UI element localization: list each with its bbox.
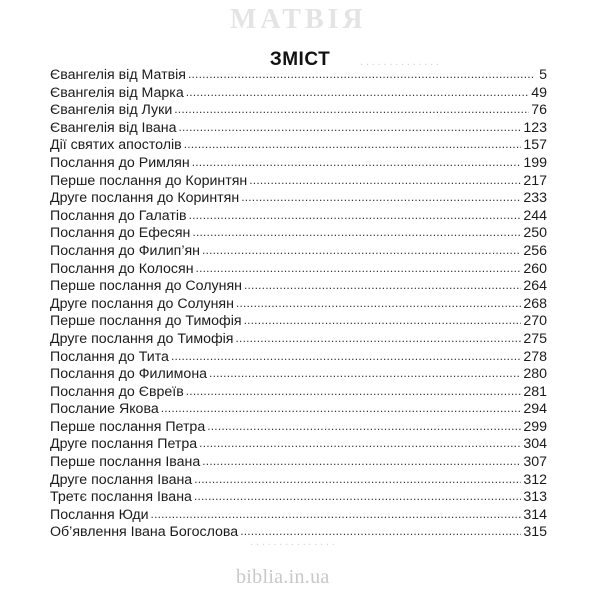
- dot-leader: [184, 136, 522, 154]
- toc-entry-page: 76: [531, 102, 547, 119]
- toc-entry: [50, 454, 547, 472]
- toc-entry-page: 264: [523, 278, 547, 295]
- toc-entry: [50, 419, 547, 437]
- toc-entry-page: 244: [523, 207, 547, 224]
- toc-entry-page: 312: [523, 471, 547, 488]
- toc-entry-title: Послання до Ефесян: [50, 225, 191, 242]
- toc-entry: [50, 296, 547, 314]
- page-title: ЗМІСТ: [269, 48, 331, 70]
- toc-entry-title: Друге послання до Коринтян: [50, 190, 240, 207]
- toc-entry: [50, 349, 547, 367]
- toc-entry-page: 294: [523, 401, 547, 418]
- dot-leader: [174, 101, 529, 119]
- toc-entry-title: Послання до Галатів: [50, 207, 187, 224]
- dot-leader: [171, 348, 521, 366]
- dot-leader: [178, 119, 521, 137]
- dot-leader: [241, 189, 521, 207]
- toc-entry: [50, 67, 547, 85]
- dot-leader: [192, 154, 522, 172]
- toc-entry: [50, 225, 547, 243]
- toc-entry-page: 260: [523, 260, 547, 277]
- toc-entry-title: Друге послання Івана: [50, 471, 193, 488]
- toc-entry-page: 315: [523, 524, 547, 541]
- toc-entry-page: 278: [523, 348, 547, 365]
- dot-leader: [194, 471, 521, 489]
- dot-leader: [244, 312, 522, 330]
- toc-entry: [50, 384, 547, 402]
- toc-entry-title: Перше послання до Солунян: [50, 278, 242, 295]
- dot-leader: [188, 66, 535, 84]
- toc-entry: [50, 313, 547, 331]
- dot-leader: [189, 207, 522, 225]
- toc-entry-page: 268: [523, 295, 547, 312]
- toc-entry: [50, 472, 547, 490]
- dot-leader: [202, 453, 521, 471]
- toc-entry-title: Послання до Римлян: [50, 154, 190, 171]
- dot-leader: [192, 224, 521, 242]
- bleed-through-text: · · · · · · · · · · · · · · ·: [250, 540, 335, 551]
- toc-entry-title: Послання до Євреїв: [50, 383, 184, 400]
- toc-entry-title: Перше послання Петра: [50, 418, 206, 435]
- toc-entry-title: Євангелія від Марка: [50, 84, 184, 101]
- toc-entry-page: 5: [539, 67, 547, 83]
- toc-entry: [50, 208, 547, 226]
- toc-entry: [50, 331, 547, 349]
- toc-entry-page: 233: [523, 190, 547, 207]
- toc-entry-title: Друге послання Петра: [50, 436, 198, 453]
- toc-entry-title: Друге послання до Тимофія: [50, 330, 234, 347]
- toc-entry-title: Перше послання до Тимофія: [50, 313, 242, 330]
- toc-entry-title: Об’явлення Івана Богослова: [50, 524, 239, 541]
- dot-leader: [249, 172, 521, 190]
- toc-entry-title: Євангелія від Матвія: [50, 67, 186, 83]
- dot-leader: [202, 242, 521, 260]
- toc-entry-title: Послання до Колосян: [50, 260, 194, 277]
- toc-entry-page: 217: [523, 172, 547, 189]
- toc-entry: [50, 120, 547, 138]
- toc-entry-title: Євангелія від Івана: [50, 119, 177, 136]
- toc-entry: [50, 261, 547, 279]
- dot-leader: [194, 488, 521, 506]
- toc-entry-page: 275: [523, 330, 547, 347]
- toc-entry-page: 157: [523, 137, 547, 154]
- toc-entry-title: Друге послання до Солунян: [50, 295, 234, 312]
- dot-leader: [207, 418, 521, 436]
- toc-entry-page: 250: [523, 225, 547, 242]
- toc-entry-title: Перше послання Івана: [50, 454, 201, 471]
- bleed-through-text: · · · · · · · · · · · · · ·: [360, 60, 440, 71]
- toc-entry-page: 199: [523, 154, 547, 171]
- dot-leader: [161, 400, 522, 418]
- dot-leader: [186, 383, 522, 401]
- dot-leader: [244, 277, 521, 295]
- toc-entry: [50, 278, 547, 296]
- toc-entry-page: 49: [531, 84, 547, 101]
- toc-entry-page: 123: [523, 119, 547, 136]
- toc-entry: [50, 436, 547, 454]
- toc-entry-title: Послання до Тита: [50, 348, 169, 365]
- toc-entry-page: 304: [523, 436, 547, 453]
- dot-leader: [151, 506, 522, 524]
- toc-entry-page: 313: [523, 489, 547, 506]
- toc-entry-page: 270: [523, 313, 547, 330]
- dot-leader: [186, 84, 530, 102]
- dot-leader: [196, 260, 522, 278]
- toc-entry: [50, 137, 547, 155]
- toc-entry: [50, 524, 547, 542]
- dot-leader: [199, 435, 521, 453]
- toc-entry: [50, 243, 547, 261]
- toc-entry-title: Третє послання Івана: [50, 489, 192, 506]
- toc-entry-title: Перше послання до Коринтян: [50, 172, 248, 189]
- dot-leader: [209, 365, 521, 383]
- toc-entry-title: Послання Юди: [50, 506, 149, 523]
- toc-entry-title: Дії святих апостолів: [50, 137, 182, 154]
- toc-entry-title: Євангелія від Луки: [50, 102, 173, 119]
- toc-entry-title: Послание Якова: [50, 401, 159, 418]
- toc-entry: [50, 173, 547, 191]
- dot-leader: [236, 330, 522, 348]
- toc-entry-page: 314: [523, 506, 547, 523]
- toc-entry: [50, 190, 547, 208]
- toc-entry-page: 256: [523, 242, 547, 259]
- dot-leader: [240, 523, 521, 541]
- toc-entry-page: 307: [523, 454, 547, 471]
- watermark: biblia.in.ua: [236, 566, 330, 588]
- bleed-through-header: МАТВІЯ: [230, 4, 367, 35]
- toc-entry-page: 281: [523, 383, 547, 400]
- dot-leader: [236, 295, 521, 313]
- toc-entry: [50, 401, 547, 419]
- toc-entry-title: Послання до Филимона: [50, 366, 208, 383]
- toc-entry: [50, 155, 547, 173]
- toc-entry-page: 280: [523, 366, 547, 383]
- table-of-contents: [50, 67, 547, 542]
- toc-entry: [50, 102, 547, 120]
- toc-entry-title: Послання до Филип’ян: [50, 242, 201, 259]
- toc-entry: [50, 489, 547, 507]
- toc-entry-page: 299: [523, 418, 547, 435]
- toc-entry: [50, 85, 547, 103]
- toc-entry: [50, 507, 547, 525]
- toc-entry: [50, 366, 547, 384]
